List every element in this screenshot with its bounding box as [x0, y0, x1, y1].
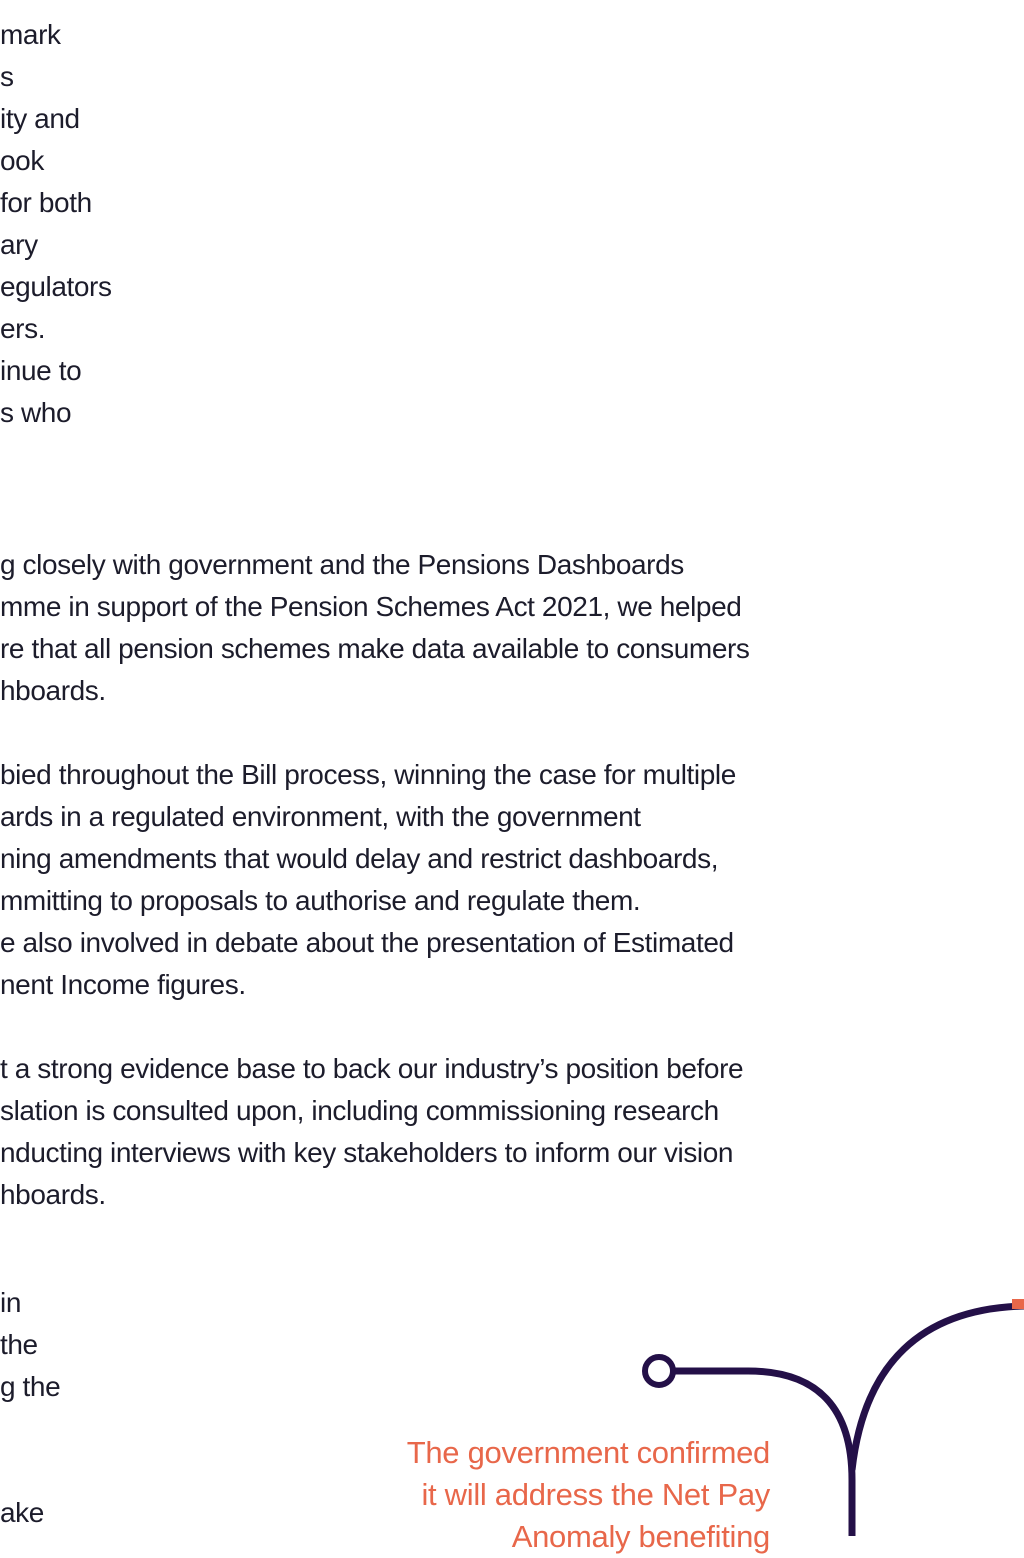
text-line: mmitting to proposals to authorise and regulate them. [0, 885, 641, 916]
text-line: g the [0, 1371, 61, 1402]
text-line: the [0, 1329, 38, 1360]
text-line: ary [0, 229, 38, 260]
text-line: e also involved in debate about the presentation of Estimated [0, 927, 734, 958]
text-line: t a strong evidence base to back our industry’s position before [0, 1053, 744, 1084]
connector-node-circle [645, 1357, 673, 1385]
connector-accent-mark [1012, 1299, 1024, 1309]
text-line: ning amendments that would delay and restrict dashboards, [0, 843, 719, 874]
text-line: mme in support of the Pension Schemes Act 2021, we helped [0, 591, 742, 622]
text-line: re that all pension schemes make data available to consumers [0, 633, 750, 664]
text-line: nent Income figures. [0, 969, 246, 1000]
text-line: mark [0, 19, 61, 50]
text-line: bied throughout the Bill process, winning the case for multiple [0, 759, 736, 790]
text-line: egulators [0, 271, 112, 302]
text-line: ake [0, 1497, 44, 1528]
pull-quote-line: Anomaly benefiting [511, 1519, 770, 1554]
text-line: in [0, 1287, 21, 1318]
text-line: hboards. [0, 1179, 106, 1210]
pull-quote-line: The government confirmed [406, 1435, 770, 1470]
text-line: for both [0, 187, 92, 218]
text-line: nducting interviews with key stakeholders to inform our vision [0, 1137, 734, 1168]
text-line: inue to [0, 355, 82, 386]
text-line: ers. [0, 313, 46, 344]
text-line: ook [0, 145, 44, 176]
text-line: s who [0, 397, 72, 428]
text-line: hboards. [0, 675, 106, 706]
text-line: slation is consulted upon, including commissioning research [0, 1095, 719, 1126]
text-line: ards in a regulated environment, with the government [0, 801, 641, 832]
text-line: ity and [0, 103, 80, 134]
text-line: s [0, 61, 14, 92]
connector-line-right [852, 1306, 1024, 1470]
pull-quote-line: it will address the Net Pay [421, 1477, 770, 1512]
text-line: g closely with government and the Pensions Dashboards [0, 549, 684, 580]
